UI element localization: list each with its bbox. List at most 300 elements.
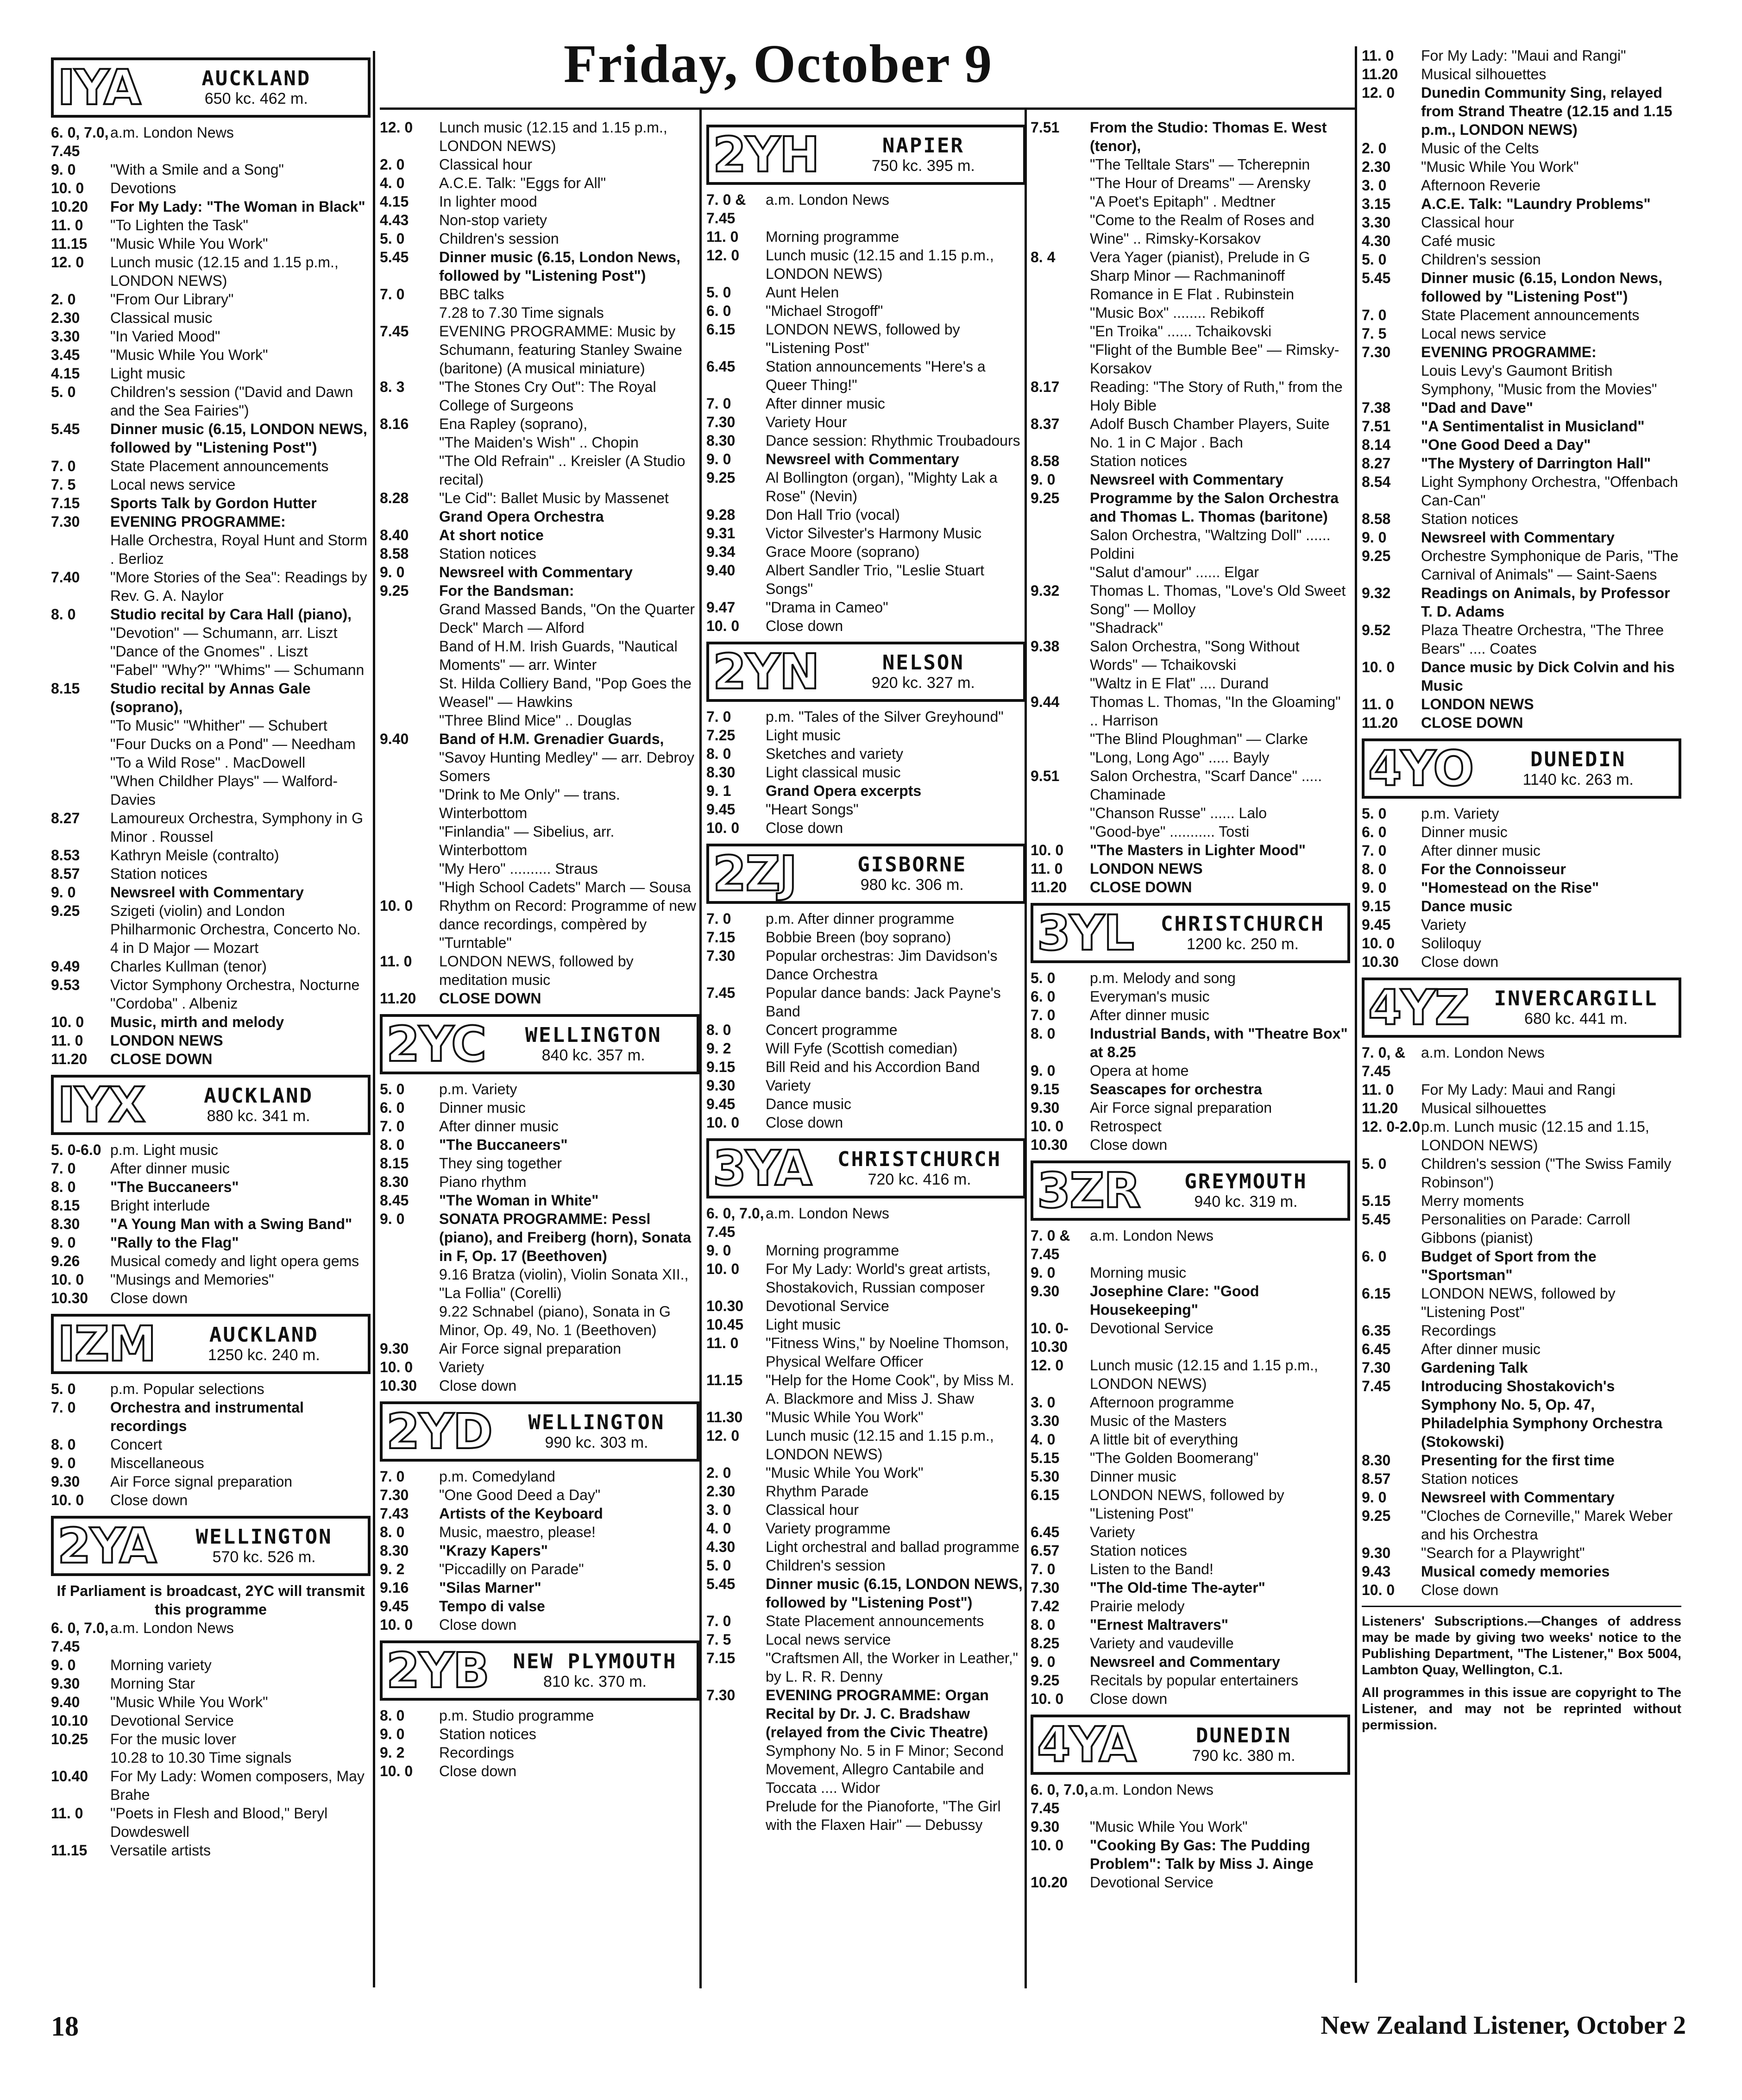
- station-header: [1362, 977, 1681, 1038]
- entry-title: a.m. London News: [766, 1205, 889, 1222]
- page-footer: New Zealand Listener, October 2: [1321, 2011, 1686, 2040]
- entry-time: [706, 1741, 766, 1797]
- entry-time: [51, 1748, 110, 1767]
- programme-entry: [51, 1804, 371, 1841]
- entry-title: "Cooking By Gas: The Pudding Problem": Talk by Miss J. Ainge: [1090, 1837, 1314, 1872]
- entry-time: 8.15: [51, 1197, 80, 1214]
- programme-entry: [380, 600, 699, 637]
- entry-time: 11. 0: [51, 1032, 83, 1049]
- entry-title: Station notices: [1090, 453, 1187, 469]
- entry-time: 9.34: [706, 543, 736, 560]
- entry-time: 11.30: [706, 1409, 743, 1425]
- station-header: [51, 1516, 371, 1576]
- entry-time: [1362, 361, 1421, 398]
- entry-title: a.m. London News: [766, 191, 889, 208]
- station-call-sign: 2ZJ: [713, 845, 797, 902]
- page-number: 18: [51, 2011, 79, 2042]
- entry-title: Sketches and variety: [766, 745, 904, 762]
- programme-entry: [706, 505, 1026, 524]
- entry-title: "Homestead on the Rise": [1421, 879, 1599, 896]
- entry-time: 3.30: [1031, 1413, 1060, 1429]
- entry-title: Light Symphony Orchestra, "Offenbach Can-Can": [1421, 473, 1679, 509]
- station-header: [1031, 903, 1350, 963]
- entry-time: 11.20: [1362, 66, 1398, 82]
- entry-title: Dance music by Dick Colvin and his Music: [1421, 659, 1675, 694]
- programme-entry: [706, 227, 1026, 246]
- programme-entry: [380, 229, 699, 248]
- station-city: DUNEDIN: [1530, 748, 1626, 771]
- entry-time: [380, 674, 439, 711]
- entry-title: For the Connoisseur: [1421, 861, 1566, 877]
- station-frequency: 720 kc. 416 m.: [868, 1171, 971, 1188]
- entry-time: 10.10: [51, 1712, 88, 1729]
- entry-title: Close down: [439, 1616, 517, 1633]
- entry-title: "The Mystery of Darrington Hall": [1421, 455, 1651, 472]
- station-city: INVERCARGILL: [1494, 987, 1658, 1010]
- programme-entry: [51, 846, 371, 864]
- programme-entry: [380, 489, 699, 507]
- entry-time: [380, 822, 439, 859]
- station-details: [1138, 906, 1347, 960]
- entry-title: Light music: [110, 365, 185, 382]
- programme-entry: [706, 763, 1026, 782]
- entry-title: Budget of Sport from the "Sportsman": [1421, 1248, 1597, 1283]
- programme-entry: [1362, 823, 1681, 841]
- entry-time: 10. 0: [380, 897, 413, 914]
- programme-entry: [1362, 195, 1681, 213]
- entry-title: Devotional Service: [766, 1298, 889, 1314]
- programme-entry: [1031, 969, 1350, 987]
- entry-title: "Waltz in E Flat" .... Durand: [1090, 675, 1269, 692]
- entry-time: [380, 303, 439, 322]
- entry-title: p.m. Popular selections: [110, 1381, 264, 1397]
- entry-time: 9.16: [380, 1579, 409, 1596]
- programme-entry: [51, 197, 371, 216]
- entry-time: 5.45: [380, 249, 409, 265]
- entry-time: 8.58: [1362, 511, 1391, 527]
- entry-title: "Dad and Dave": [1421, 399, 1533, 416]
- entry-title: a.m. London News: [1090, 1227, 1214, 1244]
- entry-title: Will Fyfe (Scottish comedian): [766, 1040, 958, 1057]
- programme-entry: [706, 302, 1026, 320]
- entry-title: Newsreel with Commentary: [1421, 1489, 1615, 1506]
- entry-time: 3. 0: [706, 1501, 731, 1518]
- entry-title: LONDON NEWS, followed by "Listening Post": [1090, 1487, 1284, 1522]
- entry-time: 8. 0: [706, 745, 731, 762]
- entry-title: Plaza Theatre Orchestra, "The Three Bears" .... Coates: [1421, 622, 1664, 657]
- programme-entry: [380, 1578, 699, 1597]
- entry-title: Miscellaneous: [110, 1455, 204, 1471]
- programme-entry: [706, 190, 1026, 227]
- entry-title: Close down: [1421, 1582, 1499, 1598]
- entry-title: "Piccadilly on Parade": [439, 1561, 584, 1577]
- entry-title: Newsreel with Commentary: [766, 451, 959, 467]
- entry-time: 7.45: [706, 984, 736, 1001]
- entry-time: 9.38: [1031, 638, 1060, 655]
- programme-entry: [1031, 1541, 1350, 1560]
- broadcast-note: If Parliament is broadcast, 2YC will transmit this programme: [57, 1583, 365, 1618]
- entry-title: Devotions: [110, 180, 176, 196]
- entry-time: [1031, 804, 1090, 822]
- entry-time: 7.30: [1031, 1579, 1060, 1596]
- entry-title: Close down: [1421, 953, 1499, 970]
- entry-title: Recordings: [1421, 1322, 1496, 1339]
- entry-time: 9. 0: [51, 1657, 76, 1673]
- programme-entry: [380, 507, 699, 526]
- programme-entry: [51, 290, 371, 309]
- entry-title: Light classical music: [766, 764, 901, 781]
- entry-title: Non-stop variety: [439, 212, 547, 228]
- programme-entry: [1362, 1117, 1681, 1154]
- entry-title: "Devotion" — Schumann, arr. Liszt: [110, 624, 338, 641]
- entry-time: 9.47: [706, 599, 736, 616]
- programme-entry: [706, 984, 1026, 1021]
- entry-title: "Music While You Work": [766, 1409, 924, 1425]
- programme-entry: [51, 1141, 371, 1159]
- programme-entry: [1031, 1006, 1350, 1024]
- entry-time: 8.27: [51, 810, 80, 826]
- entry-time: 9. 1: [706, 782, 731, 799]
- entry-title: Morning Star: [110, 1675, 195, 1692]
- entry-title: Café music: [1421, 233, 1496, 249]
- entry-title: EVENING PROGRAMME: Organ Recital by Dr. J. C. Bradshaw (relayed from the Civic Theatre): [766, 1687, 989, 1741]
- entry-title: "Heart Songs": [766, 801, 859, 818]
- entry-time: 10. 0: [1031, 1837, 1064, 1854]
- programme-entry: [706, 1297, 1026, 1315]
- programme-entry: [706, 283, 1026, 302]
- entry-time: 7.30: [706, 1687, 736, 1703]
- entry-time: 8.53: [51, 847, 80, 864]
- entry-title: Josephine Clare: "Good Housekeeping": [1090, 1283, 1259, 1318]
- entry-title: p.m. Studio programme: [439, 1707, 594, 1724]
- entry-time: 9. 0: [51, 1234, 76, 1251]
- entry-time: 8.25: [1031, 1635, 1060, 1652]
- entry-time: [380, 452, 439, 489]
- station-details: [145, 60, 368, 115]
- station-header: [1031, 1160, 1350, 1221]
- station-city: GISBORNE: [857, 853, 967, 877]
- entry-title: Lunch music (12.15 and 1.15 p.m., LONDON NEWS): [439, 119, 667, 154]
- programme-entry: [380, 1467, 699, 1486]
- entry-time: 7.15: [51, 495, 80, 511]
- station-call-sign: 2YN: [713, 643, 819, 700]
- entry-time: 6. 0, 7.0, 7.45: [1031, 1781, 1088, 1816]
- entry-time: 10.20: [1031, 1874, 1068, 1891]
- station-details: [824, 127, 1023, 182]
- programme-entry: [706, 1630, 1026, 1649]
- programme-entry: [706, 598, 1026, 617]
- entry-time: 5. 0: [706, 284, 731, 301]
- programme-entry: [1031, 322, 1350, 341]
- programme-entry: [51, 216, 371, 234]
- entry-title: For My Lady: "The Woman in Black": [110, 198, 365, 215]
- entry-time: 8. 0: [380, 1524, 405, 1540]
- programme-entry: [51, 957, 371, 976]
- entry-title: Afternoon Reverie: [1421, 177, 1541, 194]
- programme-entry: [51, 420, 371, 457]
- entry-time: 8.30: [706, 764, 736, 781]
- entry-time: 8.40: [380, 527, 409, 543]
- entry-title: Classical hour: [766, 1501, 859, 1518]
- entry-time: 8.14: [1362, 436, 1391, 453]
- entry-title: "Music While You Work": [110, 347, 268, 363]
- programme-entry: [380, 822, 699, 859]
- entry-time: 9.15: [1031, 1081, 1060, 1097]
- entry-time: 7. 0: [1362, 307, 1387, 323]
- entry-title: "Finlandia" — Sibelius, arr. Winterbottom: [439, 823, 615, 858]
- entry-title: Air Force signal preparation: [110, 1473, 293, 1490]
- programme-entry: [51, 624, 371, 642]
- programme-entry: [380, 248, 699, 285]
- programme-entry: [1362, 158, 1681, 176]
- entry-title: Station notices: [110, 865, 208, 882]
- entry-time: 7. 0: [706, 395, 731, 412]
- entry-time: 5.15: [1031, 1450, 1060, 1466]
- entry-title: "A Young Man with a Swing Band": [110, 1216, 352, 1232]
- entry-title: Industrial Bands, with "Theatre Box" at 8.25: [1090, 1025, 1348, 1060]
- entry-time: 10. 0: [1362, 659, 1395, 675]
- programme-entry: [380, 544, 699, 563]
- entry-time: 8.30: [1362, 1452, 1391, 1469]
- entry-title: Rhythm on Record: Programme of new dance recordings, compèred by "Turntable": [439, 897, 696, 951]
- programme-entry: [706, 468, 1026, 505]
- programme-entry: [1031, 1319, 1350, 1356]
- entry-title: a.m. London News: [110, 124, 234, 141]
- programme-entry: [1362, 510, 1681, 528]
- programme-entry: [1031, 341, 1350, 378]
- programme-entry: [706, 394, 1026, 413]
- entry-time: 9.30: [51, 1675, 80, 1692]
- entry-title: Salon Orchestra, "Waltzing Doll" ...... Poldini: [1090, 527, 1331, 562]
- entry-title: Concert programme: [766, 1022, 898, 1038]
- programme-entry: [51, 346, 371, 364]
- station-header: [51, 57, 371, 118]
- entry-time: [380, 600, 439, 637]
- entry-time: 9.45: [380, 1598, 409, 1614]
- programme-entry: [51, 1380, 371, 1398]
- entry-time: 7. 0, & 7.45: [1362, 1044, 1406, 1079]
- entry-title: "From Our Library": [110, 291, 234, 308]
- entry-time: [1031, 618, 1090, 637]
- entry-time: 9.30: [1362, 1545, 1391, 1561]
- entry-time: 9.30: [380, 1340, 409, 1357]
- entry-title: Popular dance bands: Jack Payne's Band: [766, 984, 1001, 1020]
- entry-title: Close down: [766, 1114, 843, 1131]
- programme-entry: [51, 1841, 371, 1860]
- programme-entry: [380, 878, 699, 896]
- entry-title: Dance session: Rhythmic Troubadours: [766, 432, 1020, 449]
- entry-title: Close down: [766, 820, 843, 836]
- entry-title: Newsreel with Commentary: [1090, 471, 1283, 488]
- entry-time: 10. 0: [51, 1271, 84, 1288]
- entry-title: Bobbie Breen (boy soprano): [766, 929, 951, 946]
- station-frequency: 1140 kc. 263 m.: [1522, 771, 1634, 788]
- entry-time: 9. 0: [1362, 1489, 1387, 1506]
- programme-entry: [1031, 378, 1350, 415]
- entry-time: [380, 433, 439, 452]
- header-rule: [380, 107, 1357, 110]
- entry-title: State Placement announcements: [766, 1613, 984, 1629]
- entry-title: "Rally to the Flag": [110, 1234, 239, 1251]
- entry-time: [51, 624, 110, 642]
- entry-title: Victor Silvester's Harmony Music: [766, 525, 982, 542]
- entry-title: Dinner music: [1421, 824, 1508, 840]
- station-header: [380, 1014, 699, 1074]
- entry-time: 8.45: [380, 1192, 409, 1209]
- programme-entry: [1362, 1284, 1681, 1321]
- entry-title: "The Maiden's Wish" .. Chopin: [439, 434, 639, 451]
- entry-title: A.C.E. Talk: "Laundry Problems": [1421, 195, 1651, 212]
- programme-entry: [1362, 860, 1681, 878]
- entry-title: Prelude for the Pianoforte, "The Girl with the Flaxen Hair" — Debussy: [766, 1798, 1001, 1833]
- entry-time: 7. 0: [706, 1613, 731, 1629]
- entry-time: 9.52: [1362, 622, 1391, 638]
- programme-entry: [380, 1376, 699, 1395]
- station-header: [51, 1314, 371, 1374]
- programme-entry: [380, 1504, 699, 1523]
- programme-entry: [1031, 1560, 1350, 1578]
- entry-time: 9.32: [1031, 582, 1060, 599]
- entry-title: Local news service: [1421, 325, 1547, 342]
- entry-title: Recordings: [439, 1744, 514, 1761]
- programme-entry: [1031, 822, 1350, 841]
- entry-title: p.m. Comedyland: [439, 1468, 555, 1485]
- programme-entry: [1362, 83, 1681, 139]
- programme-entry: [1362, 1210, 1681, 1247]
- entry-title: "Four Ducks on a Pond" — Needham: [110, 736, 356, 752]
- station-header: [706, 125, 1026, 185]
- entry-time: 4.30: [706, 1539, 736, 1555]
- entry-time: 3. 0: [1031, 1394, 1056, 1411]
- entry-time: 8. 0: [51, 1179, 76, 1195]
- entry-time: 11.20: [51, 1051, 88, 1067]
- programme-entry: [706, 1538, 1026, 1556]
- entry-time: [380, 748, 439, 785]
- programme-entry: [1031, 1080, 1350, 1098]
- station-city: NELSON: [882, 651, 964, 675]
- entry-title: At short notice: [439, 527, 544, 543]
- programme-entry: [706, 246, 1026, 283]
- station-city: NEW PLYMOUTH: [513, 1650, 677, 1673]
- programme-entry: [1031, 1263, 1350, 1282]
- entry-title: Morning programme: [766, 1242, 899, 1259]
- entry-title: Air Force signal preparation: [1090, 1099, 1272, 1116]
- entry-title: "Fabel" "Why?" "Whims" — Schumann: [110, 662, 365, 678]
- entry-time: 8. 0: [1362, 861, 1387, 877]
- station-call-sign: 3ZR: [1037, 1162, 1140, 1219]
- entry-title: Salon Orchestra, "Song Without Words" — Tchaikovski: [1090, 638, 1300, 673]
- entry-time: 8. 0: [380, 1707, 405, 1724]
- column-5: [1362, 46, 1681, 1734]
- station-city: AUCKLAND: [201, 67, 311, 90]
- entry-time: 5. 0: [380, 1081, 405, 1097]
- entry-time: 10. 0: [51, 1014, 84, 1030]
- entry-title: Newsreel with Commentary: [1421, 529, 1615, 546]
- entry-title: For My Lady: World's great artists, Shostakovich, Russian composer: [766, 1261, 991, 1296]
- entry-title: CLOSE DOWN: [1090, 879, 1192, 895]
- entry-time: 6. 0: [1031, 988, 1056, 1005]
- entry-title: Newsreel with Commentary: [110, 884, 304, 901]
- programme-entry: [380, 526, 699, 544]
- entry-time: 9. 0: [1031, 1062, 1056, 1079]
- programme-entry: [380, 1486, 699, 1504]
- entry-title: p.m. Melody and song: [1090, 970, 1236, 986]
- station-call-sign: 2YD: [386, 1403, 492, 1460]
- entry-time: 4. 0: [380, 175, 405, 191]
- entry-title: Dinner music (6.15, LONDON NEWS, followed by "Listening Post"): [766, 1576, 1023, 1611]
- entry-title: Close down: [110, 1492, 188, 1508]
- entry-title: Air Force signal preparation: [439, 1340, 622, 1357]
- programme-entry: [1031, 192, 1350, 211]
- programme-entry: [1362, 65, 1681, 83]
- entry-title: For My Lady: Maui and Rangi: [1421, 1081, 1616, 1098]
- entry-time: 5.30: [1031, 1468, 1060, 1485]
- programme-entry: [1362, 878, 1681, 897]
- entry-time: 2. 0: [1362, 140, 1387, 157]
- programme-entry: [380, 730, 699, 748]
- entry-title: Dinner music (6.15, London News, followed by "Listening Post"): [1421, 270, 1662, 305]
- programme-entry: [51, 1435, 371, 1454]
- station-city: AUCKLAND: [204, 1084, 314, 1108]
- programme-entry: [1362, 713, 1681, 732]
- programme-entry: [706, 357, 1026, 394]
- entry-title: "Come to the Realm of Roses and Wine" .. Rimsky-Korsakov: [1090, 212, 1314, 247]
- entry-title: "The Golden Boomerang": [1090, 1450, 1259, 1466]
- station-header: [51, 1075, 371, 1135]
- programme-entry: [1362, 584, 1681, 621]
- entry-time: 3.45: [51, 347, 80, 363]
- entry-title: a.m. London News: [1421, 1044, 1545, 1061]
- programme-entry: [380, 1523, 699, 1541]
- entry-time: 9.32: [1362, 585, 1391, 601]
- programme-entry: [51, 1398, 371, 1435]
- entry-time: 8.30: [380, 1173, 409, 1190]
- entry-time: 10. 0: [706, 1114, 740, 1131]
- entry-time: 6. 0: [380, 1099, 405, 1116]
- entry-title: Local news service: [766, 1631, 891, 1648]
- entry-time: 12. 0: [380, 119, 413, 136]
- entry-time: 7.38: [1362, 399, 1391, 416]
- programme-entry: [1031, 1430, 1350, 1449]
- entry-title: "When Childher Plays" — Walford-Davies: [110, 773, 338, 808]
- entry-title: "The Telltale Stars" — Tcherepnin: [1090, 156, 1310, 173]
- entry-title: "The Blind Ploughman" — Clarke: [1090, 731, 1308, 747]
- entry-title: "Search for a Playwright": [1421, 1545, 1585, 1561]
- entry-title: "Music While You Work": [766, 1464, 924, 1481]
- entry-title: Dance music: [1421, 898, 1513, 914]
- entry-title: Station notices: [1090, 1542, 1187, 1559]
- programme-entry: [1031, 285, 1350, 303]
- programme-entry: [380, 581, 699, 600]
- entry-title: EVENING PROGRAMME: Music by Schumann, featuring Stanley Swaine (baritone) (A musical miniature): [439, 323, 682, 377]
- entry-title: Band of H.M. Grenadier Guards,: [439, 731, 664, 747]
- entry-title: Light music: [766, 727, 841, 744]
- programme-entry: [51, 512, 371, 531]
- programme-entry: [51, 735, 371, 753]
- entry-time: 2. 0: [706, 1464, 731, 1481]
- programme-entry: [706, 1686, 1026, 1741]
- entry-time: 8. 0: [380, 1136, 405, 1153]
- programme-entry: [51, 309, 371, 327]
- entry-title: Gardening Talk: [1421, 1359, 1528, 1376]
- entry-time: 6. 0: [706, 303, 731, 319]
- programme-entry: [1362, 528, 1681, 547]
- entry-title: For the music lover: [110, 1731, 237, 1747]
- station-frequency: 1250 kc. 240 m.: [208, 1346, 320, 1364]
- programme-entry: [706, 1076, 1026, 1095]
- programme-entry: [51, 679, 371, 716]
- entry-title: "Chanson Russe" ...... Lalo: [1090, 805, 1267, 821]
